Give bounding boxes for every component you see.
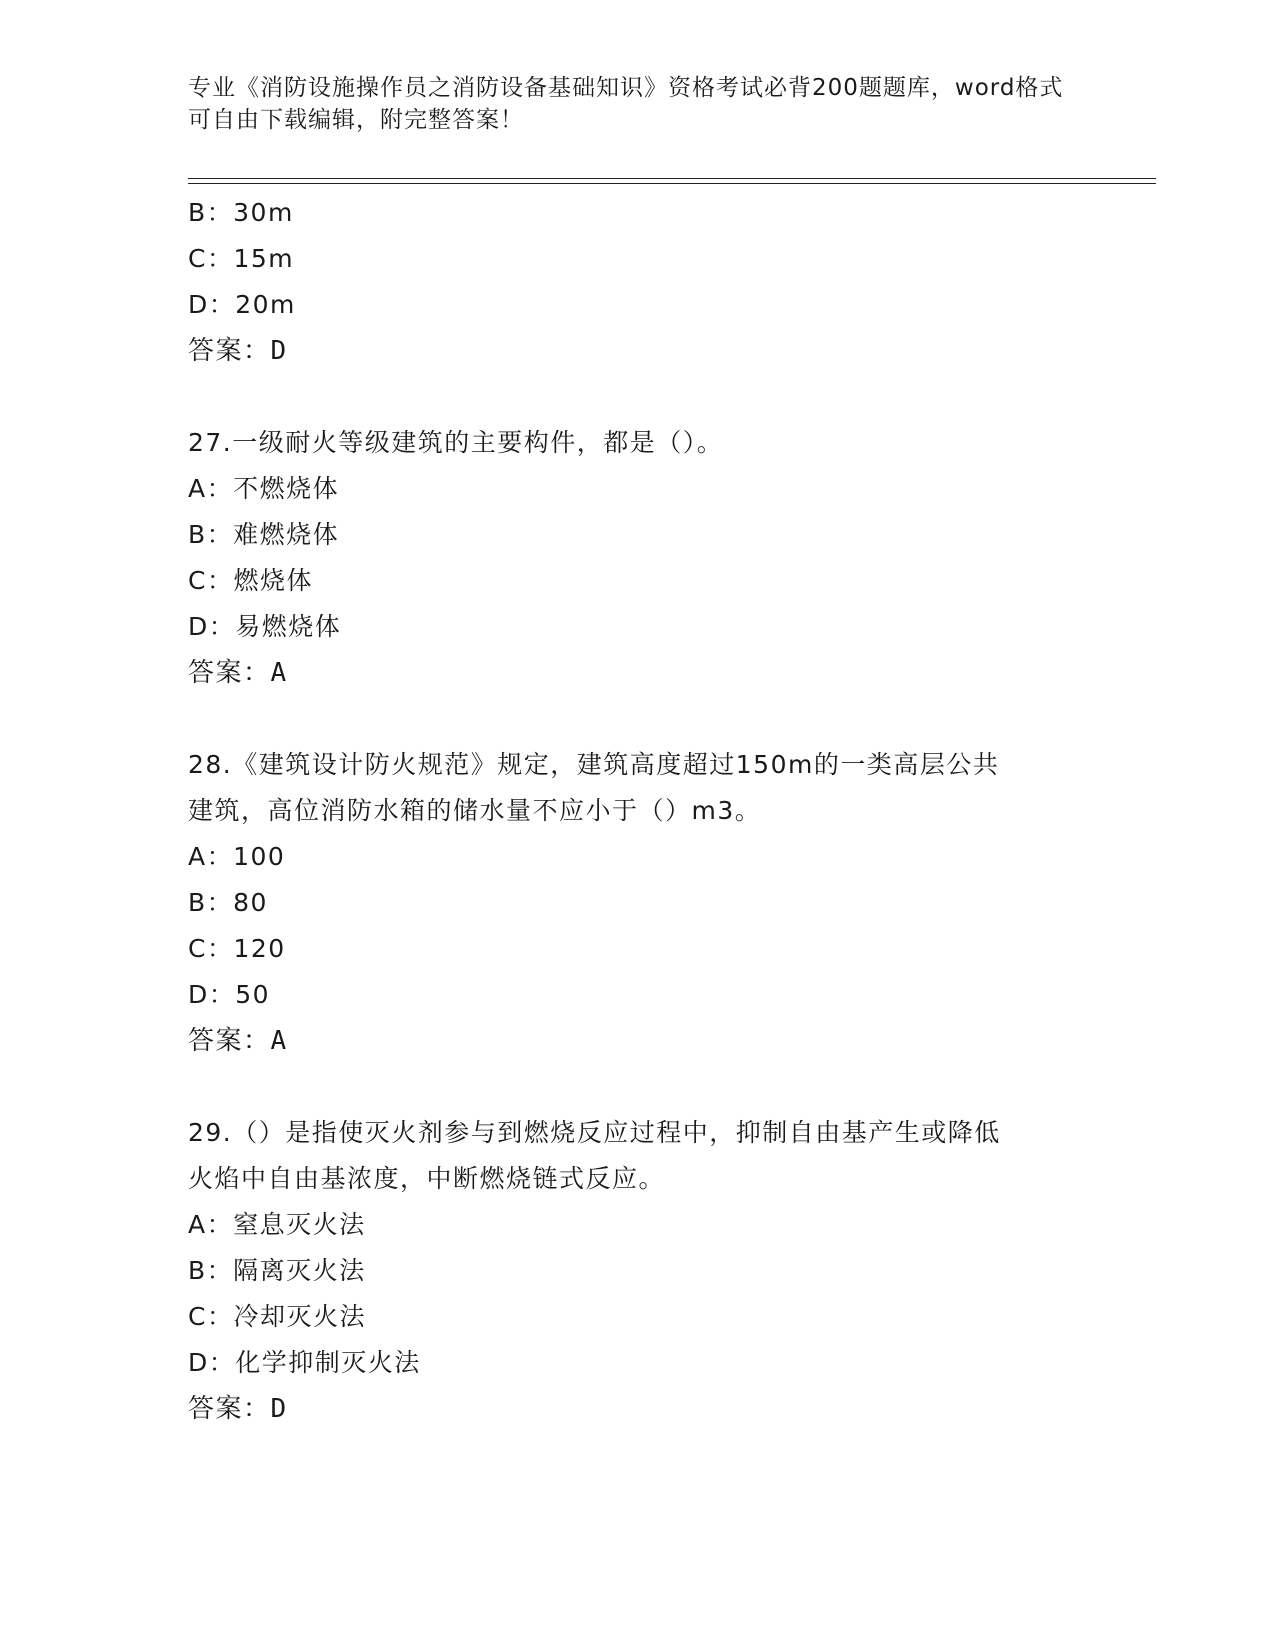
option-d: D：化学抑制灭火法	[188, 1348, 421, 1377]
option-d: D：50	[188, 980, 271, 1009]
document-header: 专业《消防设施操作员之消防设备基础知识》资格考试必背200题题库，word格式可自由下载编辑，附完整答案！	[188, 75, 1064, 133]
question-26-continuation	[188, 190, 1078, 374]
option-b: B：隔离灭火法	[188, 1256, 366, 1285]
answer-line: 答案：A	[188, 1026, 288, 1056]
spacer	[188, 1064, 1078, 1110]
option-c: C：120	[188, 934, 286, 963]
question-stem-line-2: 建筑，高位消防水箱的储水量不应小于（）m3。	[188, 796, 762, 825]
option-b: B：难燃烧体	[188, 520, 340, 549]
answer-line: 答案：D	[188, 1394, 288, 1424]
option-a: A：100	[188, 842, 286, 871]
question-stem-line-1: 28.《建筑设计防火规范》规定，建筑高度超过150m的一类高层公共	[188, 750, 1000, 779]
question-28	[188, 742, 1078, 1064]
spacer	[188, 374, 1078, 420]
option-d: D：易燃烧体	[188, 612, 342, 641]
option-a: A：窒息灭火法	[188, 1210, 366, 1239]
question-27	[188, 420, 1078, 696]
answer-line: 答案：A	[188, 658, 288, 688]
question-29	[188, 1110, 1078, 1432]
option-a: A：不燃烧体	[188, 474, 340, 503]
question-stem-line-2: 火焰中自由基浓度，中断燃烧链式反应。	[188, 1164, 666, 1193]
header-rule-top	[188, 178, 1156, 179]
option-c: C：冷却灭火法	[188, 1302, 366, 1331]
option-c: C：15m	[188, 244, 295, 273]
option-b: B：80	[188, 888, 268, 917]
question-stem: 27.一级耐火等级建筑的主要构件，都是（）。	[188, 428, 724, 457]
spacer	[188, 696, 1078, 742]
option-c: C：燃烧体	[188, 566, 313, 595]
question-stem-line-1: 29.（）是指使灭火剂参与到燃烧反应过程中，抑制自由基产生或降低	[188, 1118, 1001, 1147]
answer-line: 答案：D	[188, 336, 288, 366]
header-rule-bottom	[188, 183, 1156, 184]
question-list	[188, 190, 1078, 1432]
option-b: B：30m	[188, 198, 294, 227]
option-d: D：20m	[188, 290, 296, 319]
